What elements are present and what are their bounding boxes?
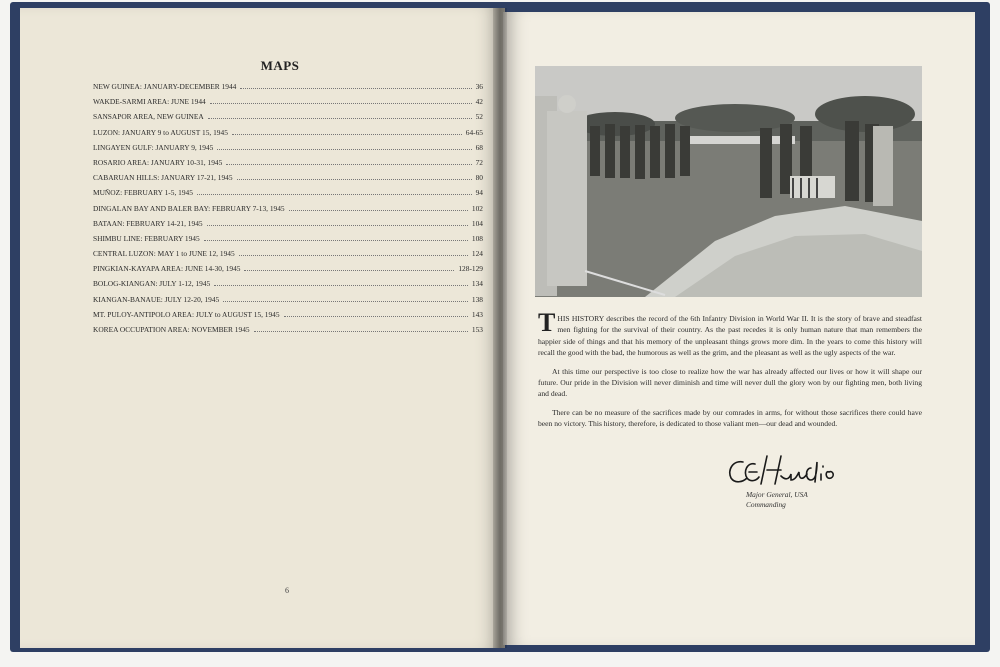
- toc-leader-dots: [204, 240, 468, 241]
- toc-entry: [93, 204, 483, 219]
- toc-entry-label: MT. PULOY-ANTIPOLO AREA: JULY to AUGUST 15, 1945: [93, 309, 280, 319]
- toc-leader-dots: [207, 225, 468, 226]
- signature: [725, 450, 885, 490]
- toc-entry-label: DINGALAN BAY AND BALER BAY: FEBRUARY 7-13, 1945: [93, 203, 285, 213]
- toc-entry-label: LINGAYEN GULF: JANUARY 9, 1945: [93, 142, 214, 152]
- toc-entry-page: 108: [471, 233, 483, 243]
- maps-title: MAPS: [260, 58, 300, 73]
- toc-entry: [93, 279, 483, 294]
- toc-entry-label: CENTRAL LUZON: MAY 1 to JUNE 12, 1945: [93, 249, 235, 259]
- toc-entry: [93, 264, 483, 279]
- toc-entry: [93, 234, 483, 249]
- page-number: 6: [285, 586, 289, 595]
- toc-entry-label: LUZON: JANUARY 9 to AUGUST 15, 1945: [93, 127, 228, 137]
- toc-entry: [93, 325, 483, 340]
- toc-leader-dots: [239, 255, 468, 256]
- toc-entry: [93, 143, 483, 158]
- toc-entry-label: NEW GUINEA: JANUARY-DECEMBER 1944: [93, 82, 237, 91]
- toc-entry-label: BATAAN: FEBRUARY 14-21, 1945: [93, 218, 203, 228]
- signature-title: [746, 490, 808, 510]
- toc-leader-dots: [289, 210, 468, 211]
- toc-entry-page: 134: [471, 279, 483, 289]
- toc-leader-dots: [210, 103, 472, 104]
- toc-entry-page: 128-129: [458, 264, 483, 274]
- toc-entry-page: 102: [471, 203, 483, 213]
- toc-entry: [93, 188, 483, 203]
- toc-entry-label: ROSARIO AREA: JANUARY 10-31, 1945: [93, 157, 223, 167]
- toc-leader-dots: [223, 301, 468, 302]
- drop-cap: T: [538, 308, 556, 337]
- toc-leader-dots: [208, 118, 472, 119]
- paragraph-2: At this time our perspective is too close to realize how the war has already affected our lives or how it will shape our future. Our pride in the Division will never diminish and time will never dull the glory won by our fighting men, both living and dead.: [538, 366, 922, 399]
- toc-leader-dots: [217, 149, 471, 150]
- toc-entry-page: 143: [471, 309, 483, 319]
- toc-leader-dots: [226, 164, 471, 165]
- toc-leader-dots: [214, 285, 468, 286]
- dedication-text: [538, 308, 922, 437]
- toc-leader-dots: [197, 194, 472, 195]
- toc-leader-dots: [240, 88, 471, 89]
- maps-table-of-contents: [93, 82, 483, 340]
- toc-entry-label: CABARUAN HILLS: JANUARY 17-21, 1945: [93, 173, 233, 183]
- toc-entry-page: 138: [471, 294, 483, 304]
- toc-leader-dots: [232, 134, 462, 135]
- toc-entry-page: 153: [471, 325, 483, 334]
- toc-entry-label: KIANGAN-BANAUE: JULY 12-20, 1945: [93, 294, 220, 304]
- toc-leader-dots: [244, 270, 454, 271]
- toc-entry-page: 124: [471, 249, 483, 259]
- toc-entry: [93, 173, 483, 188]
- toc-entry-label: SHIMBU LINE: FEBRUARY 1945: [93, 233, 200, 243]
- signature-rank: Major General, USA: [746, 490, 808, 499]
- toc-entry-page: 68: [475, 142, 483, 152]
- toc-entry-label: WAKDE-SARMI AREA: JUNE 1944: [93, 97, 206, 107]
- toc-entry: [93, 82, 483, 97]
- toc-entry: [93, 128, 483, 143]
- toc-entry: [93, 310, 483, 325]
- toc-entry-page: 72: [475, 157, 483, 167]
- toc-entry-label: SANSAPOR AREA, NEW GUINEA: [93, 112, 204, 122]
- paragraph-3: There can be no measure of the sacrifices made by our comrades in arms, for without those sacrifices there could have been no victory. This history, therefore, is dedicated to those valiant men—our dead and wounded.: [538, 407, 922, 429]
- toc-entry-label: KOREA OCCUPATION AREA: NOVEMBER 1945: [93, 325, 250, 334]
- toc-leader-dots: [237, 179, 472, 180]
- toc-entry-label: MUÑOZ: FEBRUARY 1-5, 1945: [93, 188, 193, 198]
- toc-entry-page: 80: [475, 173, 483, 183]
- toc-entry-page: 94: [475, 188, 483, 198]
- toc-entry-page: 104: [471, 218, 483, 228]
- toc-entry-page: 42: [475, 97, 483, 107]
- signature-text: C E Hurdis: [725, 450, 730, 451]
- toc-entry: [93, 219, 483, 234]
- toc-entry-page: 36: [475, 82, 483, 91]
- toc-leader-dots: [284, 316, 468, 317]
- book-gutter: [493, 8, 507, 648]
- funeral-photograph: [535, 66, 922, 297]
- toc-entry: [93, 158, 483, 173]
- toc-entry-label: PINGKIAN-KAYAPA AREA: JUNE 14-30, 1945: [93, 264, 241, 274]
- toc-entry-page: 64-65: [465, 127, 483, 137]
- toc-entry: [93, 249, 483, 264]
- toc-entry: [93, 112, 483, 127]
- toc-leader-dots: [254, 331, 468, 332]
- signature-role: Commanding: [746, 500, 786, 509]
- toc-entry: [93, 97, 483, 112]
- toc-entry-label: BOLOG-KIANGAN: JULY 1-12, 1945: [93, 279, 211, 289]
- toc-entry-page: 52: [475, 112, 483, 122]
- paragraph-1-text: HIS HISTORY describes the record of the 6th Infantry Division in World War II. It is the story of brave and steadfast men fighting for the survival of their country. As the past recedes it is only human nature that man remembers the happier side of things and that his memory of the unpleasant things grows more dim. In the years to come this history will recall the good with the bad, the humorous as well as the grim, and the pleasant as well as the ugly aspects of the war.: [538, 314, 922, 358]
- paragraph-1: [538, 308, 922, 359]
- toc-entry: [93, 295, 483, 310]
